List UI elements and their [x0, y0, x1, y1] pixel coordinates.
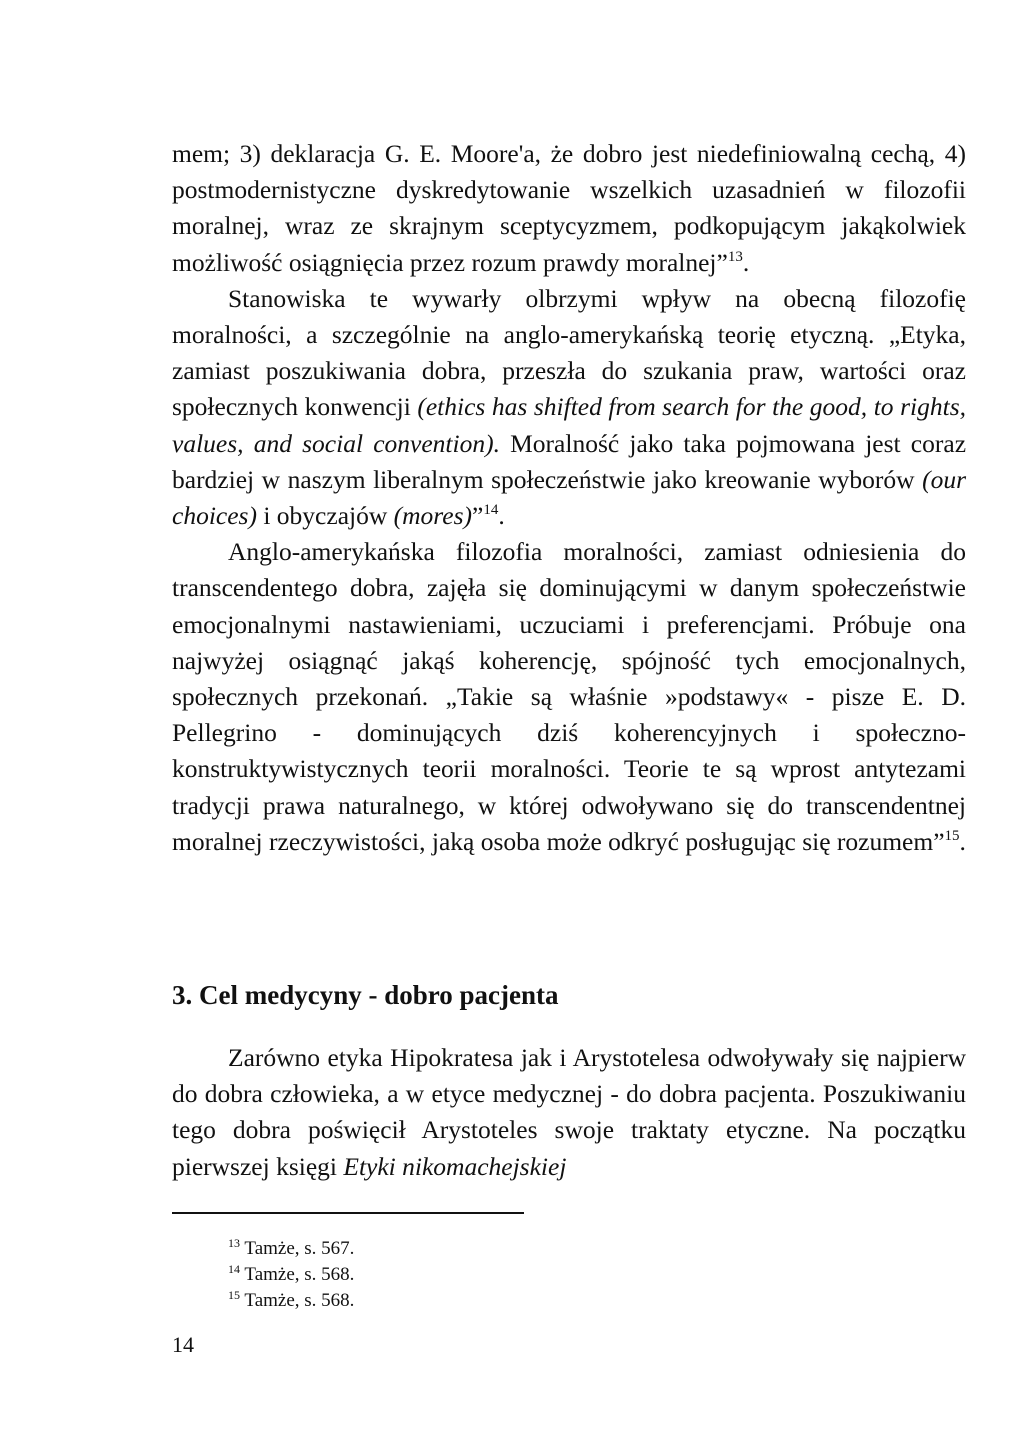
paragraph-continued — [172, 136, 966, 281]
footnote-ref-14: 14 — [483, 502, 499, 519]
paragraph-text: Zarówno etyka Hipokratesa jak i Arystotelesa odwoływały się najpierw do dobra człowieka, a w etyce medycznej - do dobra pacjenta. Poszukiwaniu tego dobra poświęcił Arystoteles swoje traktaty etyczne. Na początku pierwszej księgi — [172, 1043, 966, 1181]
paragraph-zarowno — [172, 1040, 966, 1185]
page-number: 14 — [172, 1332, 194, 1357]
italic-mores: (mores) — [393, 501, 473, 531]
italic-our-choices: (our choices) — [172, 464, 966, 531]
footnote-13 — [228, 1236, 354, 1262]
footnotes-list — [228, 1236, 354, 1314]
footnote-text: Tamże, s. 567. — [244, 1238, 355, 1259]
footnote-ref-15: 15 — [944, 827, 960, 844]
italic-quote-ethics: (ethics has shifted from search for the good, to rights, values, and social convention). — [172, 392, 966, 458]
paragraph-anglo-amerykanska — [172, 534, 966, 860]
section-heading: 3. Cel medycyny - dobro pacjenta — [172, 980, 559, 1010]
footnote-separator — [172, 1212, 524, 1214]
footnote-15 — [228, 1288, 354, 1314]
paragraph-text: Stanowiska te wywarły olbrzymi wpływ na obecną filozofię moralności, a szczególnie na anglo-amerykańską teorię etyczną. „Etyka, zamiast poszukiwania dobra, przeszła do szukania praw, wartości oraz społecznych konwencji — [172, 283, 966, 422]
paragraph-end: . — [498, 501, 505, 531]
paragraph-end: . — [959, 826, 966, 856]
body-text-block-bottom — [172, 1040, 966, 1185]
footnote-number: 13 — [228, 1236, 240, 1250]
body-text-block-top — [172, 136, 966, 860]
paragraph-stanowiska — [172, 281, 966, 534]
footnote-text: Tamże, s. 568. — [244, 1264, 355, 1285]
footnote-text: Tamże, s. 568. — [244, 1290, 355, 1311]
footnote-14 — [228, 1262, 354, 1288]
paragraph-text: Anglo-amerykańska filozofia moralności, zamiast odniesienia do transcendentego dobra, zajęła się dominującymi w danym społeczeństwie emocjonalnymi nastawieniami, uczuciami i preferencjami. Próbuje ona najwyżej osiągnąć jakąś koherencję, spójność tych emocjonalnych, społecznych przekonań. „Takie są właśnie »podstawy« - pisze E. D. Pellegrino - dominujących dziś koherencyjnych i społeczno-konstruktywistycznych teorii moralności. Teorie te są wprost antytezami tradycji prawa naturalnego, w której odwoływano się do transcendentnej moralnej rzeczywistości, jaką osoba może odkryć posługując się rozumem” — [172, 537, 966, 856]
italic-book-title: Etyki nikomachejskiej — [343, 1151, 567, 1181]
paragraph-text: Moralność jako taka pojmowana jest coraz bardziej w naszym liberalnym społeczeństwie jako kreowanie wyborów — [172, 428, 967, 494]
paragraph-end: . — [742, 247, 750, 277]
quote-close: ” — [472, 501, 484, 531]
footnote-ref-13: 13 — [727, 248, 743, 265]
footnote-number: 15 — [228, 1288, 240, 1302]
paragraph-text: mem; 3) deklaracja G. E. Moore'a, że dobro jest niedefiniowalną cechą, 4) postmodernistyczne dyskredytowanie wszelkich uzasadnień w filozofii moralnej, wraz ze skrajnym sceptycyzmem, podkopującym jakąkolwiek możliwość osiągnięcia przez rozum prawdy moralnej” — [172, 139, 966, 277]
footnote-number: 14 — [228, 1262, 240, 1276]
paragraph-text: i obyczajów — [256, 501, 394, 531]
